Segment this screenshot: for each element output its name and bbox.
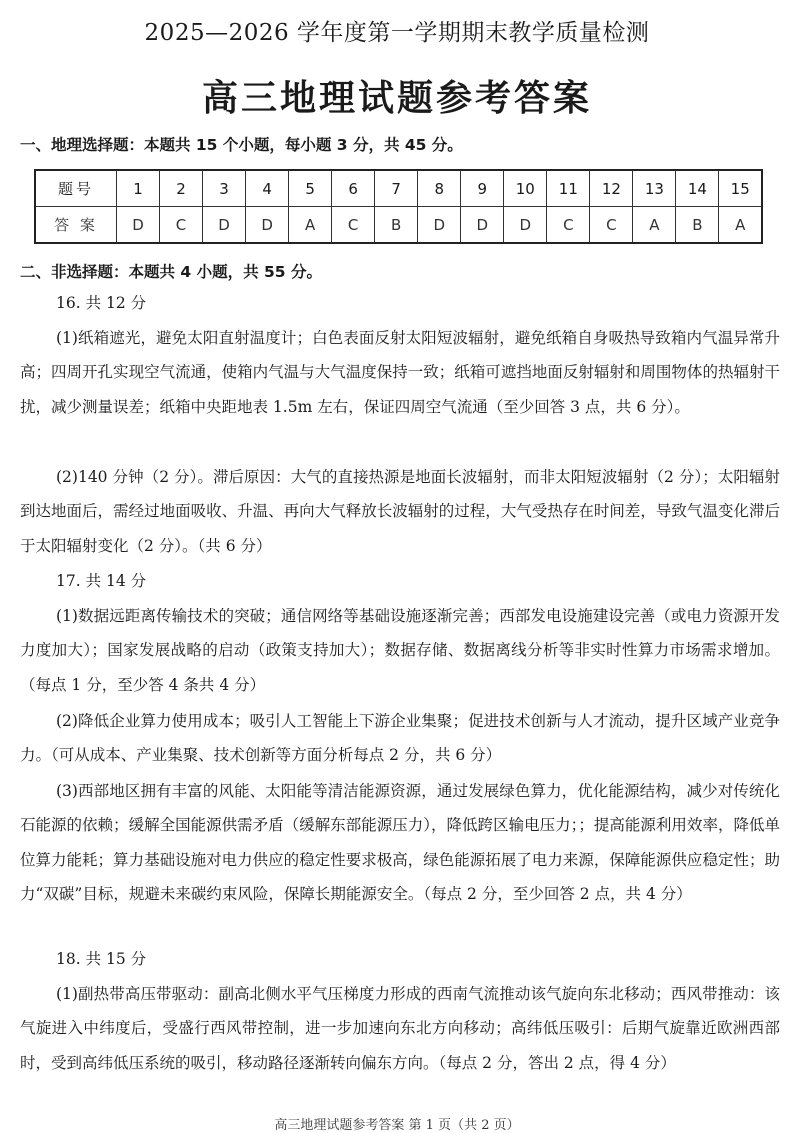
question-number: 10 xyxy=(504,170,547,207)
answer-cell: A xyxy=(289,207,332,244)
answer-cell: D xyxy=(117,207,160,244)
question-number: 3 xyxy=(203,170,246,207)
question-17-part-3: (3)西部地区拥有丰富的风能、太阳能等清洁能源资源，通过发展绿色算力，优化能源结构，减少对传统化石能源的依赖；缓解全国能源供需矛盾（缓解东部能源压力），降低跨区输电压力；；提高能源利用效率，降低单位算力能耗；算力基础设施对电力供应的稳定性要求极高，绿色能源拓展了电力来源，保障能源供应稳定性；助力“双碳”目标，规避未来碳约束风险，保障长期能源安全。（每点 2 分，至少回答 2 点，共 4 分） xyxy=(20,782,780,903)
question-number: 8 xyxy=(418,170,461,207)
row-label-answer: 答 案 xyxy=(35,207,117,244)
question-number: 11 xyxy=(547,170,590,207)
question-number: 5 xyxy=(289,170,332,207)
question-number: 13 xyxy=(633,170,676,207)
answer-cell: C xyxy=(547,207,590,244)
question-16-part-2: (2)140 分钟（2 分）。滞后原因：大气的直接热源是地面长波辐射，而非太阳短波辐射（2 分）；太阳辐射到达地面后，需经过地面吸收、升温、再向大气释放长波辐射的过程，大气受热存在时间差，导致气温变化滞后于太阳辐射变化（2 分）。（共 6 分） xyxy=(20,468,780,555)
question-17-part-2: (2)降低企业算力使用成本；吸引人工智能上下游企业集聚；促进技术创新与人才流动，提升区域产业竞争力。（可从成本、产业集聚、技术创新等方面分析每点 2 分，共 6 分） xyxy=(20,712,780,765)
answer-cell: D xyxy=(246,207,289,244)
question-18-heading: 18. 共 15 分 xyxy=(56,950,147,968)
question-number: 14 xyxy=(676,170,719,207)
page-footer: 高三地理试题参考答案 第 1 页（共 2 页） xyxy=(274,1118,520,1133)
section-1-heading: 一、地理选择题：本题共 15 个小题，每小题 3 分，共 45 分。 xyxy=(20,136,463,154)
question-number: 1 xyxy=(117,170,160,207)
answer-cell: D xyxy=(203,207,246,244)
page-title: 高三地理试题参考答案 xyxy=(201,78,592,119)
question-17-heading: 17. 共 14 分 xyxy=(56,572,147,590)
question-16-part-1: (1)纸箱遮光，避免太阳直射温度计；白色表面反射太阳短波辐射，避免纸箱自身吸热导致箱内气温异常升高；四周开孔实现空气流通，使箱内气温与大气温度保持一致；纸箱可遮挡地面反射辐射和周围物体的热辐射干扰，减少测量误差；纸箱中央距地表 1.5m 左右，保证四周空气流通（至少回答 3 点，共 6 分）。 xyxy=(20,329,780,416)
answer-cell: B xyxy=(375,207,418,244)
answer-cell: A xyxy=(719,207,762,244)
answer-cell: B xyxy=(676,207,719,244)
answer-table xyxy=(34,169,763,244)
question-18-part-1: (1)副热带高压带驱动：副高北侧水平气压梯度力形成的西南气流推动该气旋向东北移动；西风带推动：该气旋进入中纬度后，受盛行西风带控制，进一步加速向东北方向移动；高纬低压吸引：后期气旋靠近欧洲西部时，受到高纬低压系统的吸引，移动路径逐渐转向偏东方向。（每点 2 分，答出 2 点，得 4 分） xyxy=(20,985,780,1072)
row-label-number: 题号 xyxy=(35,170,117,207)
answer-row xyxy=(35,207,762,244)
question-number: 15 xyxy=(719,170,762,207)
answer-cell: C xyxy=(332,207,375,244)
answer-cell: A xyxy=(633,207,676,244)
question-number: 12 xyxy=(590,170,633,207)
question-16-heading: 16. 共 12 分 xyxy=(56,294,147,312)
question-number: 7 xyxy=(375,170,418,207)
answer-cell: D xyxy=(418,207,461,244)
question-number-row xyxy=(35,170,762,207)
question-number: 6 xyxy=(332,170,375,207)
answer-cell: C xyxy=(590,207,633,244)
question-number: 4 xyxy=(246,170,289,207)
answer-cell: D xyxy=(504,207,547,244)
answer-cell: C xyxy=(160,207,203,244)
question-number: 9 xyxy=(461,170,504,207)
question-number: 2 xyxy=(160,170,203,207)
exam-header: 2025—2026 学年度第一学期期末教学质量检测 xyxy=(144,20,650,46)
section-2-heading: 二、非选择题：本题共 4 小题，共 55 分。 xyxy=(20,263,322,281)
question-17-part-1: (1)数据远距离传输技术的突破；通信网络等基础设施逐渐完善；西部发电设施建设完善（或电力资源开发力度加大）；国家发展战略的启动（政策支持加大）；数据存储、数据离线分析等非实时性算力市场需求增加。（每点 1 分，至少答 4 条共 4 分） xyxy=(20,607,780,694)
answer-cell: D xyxy=(461,207,504,244)
